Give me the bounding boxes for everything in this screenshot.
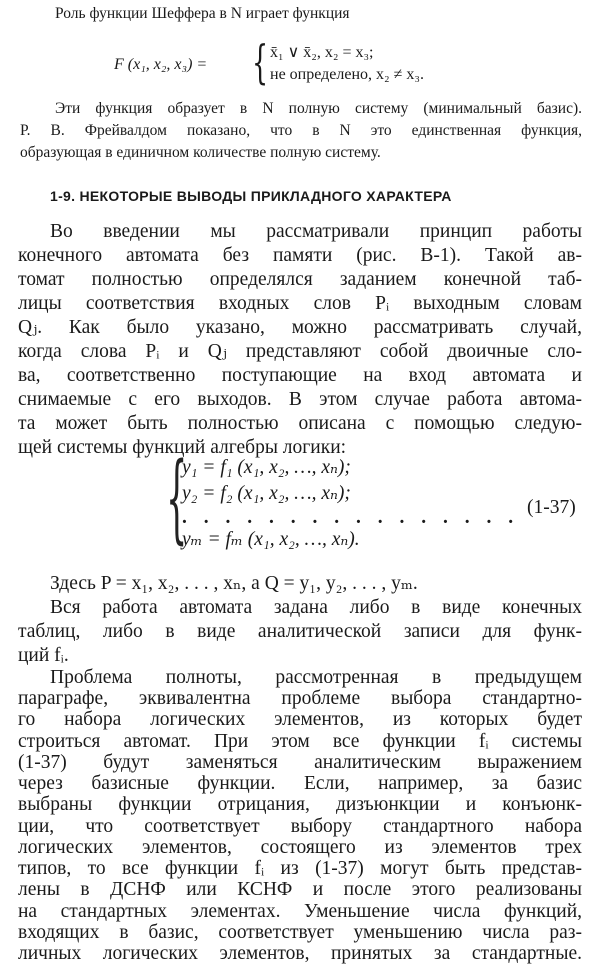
- equation-number: (1-37): [527, 497, 576, 518]
- text-line: го набора логических элементов, из которых будет: [18, 709, 582, 730]
- text-line: входящих в базис, соответствует уменьшению числа раз-: [18, 922, 582, 943]
- text-line: на стандартных элементах. Уменьшение числа функций,: [18, 901, 582, 922]
- text-line: параграфе, эквивалентна проблеме выбора стандартно-: [18, 688, 582, 709]
- text-line: Qⱼ. Как было указано, можно рассматривать случай,: [18, 317, 582, 338]
- text-line: снимаемые с его выходов. В этом случае работа автома-: [18, 389, 582, 410]
- intro-line: Роль функции Шеффера в N играет функция: [55, 5, 350, 22]
- text-line: личных логических элементов, принятых за стандартные.: [18, 943, 582, 964]
- text-line: ций fᵢ.: [18, 645, 69, 666]
- text-line: та может быть полностью описана с помощью следую-: [18, 413, 582, 434]
- system-equation-m: yₘ = fₘ (x₁, x₂, …, xₙ).: [182, 529, 360, 550]
- text-line: через базисные функции. Если, например, за базис: [18, 773, 582, 794]
- text-line: таблиц, либо в виде аналитической записи для функ-: [18, 621, 582, 642]
- text-line: Проблема полноты, рассмотренная в предыдущем: [50, 667, 582, 688]
- formula-case-1: x̄₁ ∨ x̄₂, x₂ = x₃;: [270, 44, 374, 61]
- text-line: щей системы функций алгебры логики:: [18, 437, 347, 458]
- text-line: конечного автомата без памяти (рис. В-1). Такой ав-: [18, 245, 582, 266]
- text-line: выбраны функции отрицания, дизъюнкции и конъюнк-: [18, 794, 582, 815]
- system-equation-1: y₁ = f₁ (x₁, x₂, …, xₙ);: [182, 457, 351, 478]
- formula-lhs: F (x₁, x₂, x₃) =: [114, 56, 208, 73]
- note-line: Эти функция образует в N полную систему (минимальный базис).: [55, 100, 582, 117]
- text-line: Вся работа автомата задана либо в виде конечных: [50, 597, 582, 618]
- formula-case-2: не определено, x₂ ≠ x₃.: [270, 66, 424, 83]
- note-line: Р. В. Фрейвалдом показано, что в N это единственная функция,: [20, 122, 582, 139]
- text-line: когда слова Pᵢ и Qⱼ представляют собой двоичные сло-: [18, 341, 582, 362]
- text-line: Во введении мы рассматривали принцип работы: [50, 221, 582, 242]
- text-line: томат полностью определялся заданием конечной таб-: [18, 269, 582, 290]
- system-equation-2: y₂ = f₂ (x₁, x₂, …, xₙ);: [182, 483, 351, 504]
- formula-brace: {: [252, 35, 269, 89]
- text-line: ции, что соответствует выбору стандартного набора: [18, 816, 582, 837]
- text-line: (1-37) будут заменяться аналитическим выражением: [18, 752, 582, 773]
- system-brace: {: [166, 442, 188, 554]
- text-line: ва, соответственно поступающие на вход автомата и: [18, 365, 582, 386]
- text-line: лицы соответствия входных слов Pᵢ выходным словам: [18, 293, 582, 314]
- text-line: Здесь P = x₁, x₂, . . . , xₙ, а Q = y₁, y₂, . . . , yₘ.: [50, 573, 418, 594]
- text-line: строиться автомат. При этом все функции fᵢ системы: [18, 731, 582, 752]
- text-line: типов, то все функции fᵢ из (1-37) могут быть представ-: [18, 858, 582, 879]
- text-line: лены в ДСНФ или КСНФ и после этого реализованы: [18, 879, 582, 900]
- system-equation-dots: . . . . . . . . . . . . . . . .: [182, 507, 520, 528]
- section-heading: 1-9. НЕКОТОРЫЕ ВЫВОДЫ ПРИКЛАДНОГО ХАРАКТЕРА: [50, 188, 452, 204]
- note-line: образующая в единичном количестве полную систему.: [20, 144, 381, 161]
- text-line: логических элементов, состоящего из элементов трех: [18, 837, 582, 858]
